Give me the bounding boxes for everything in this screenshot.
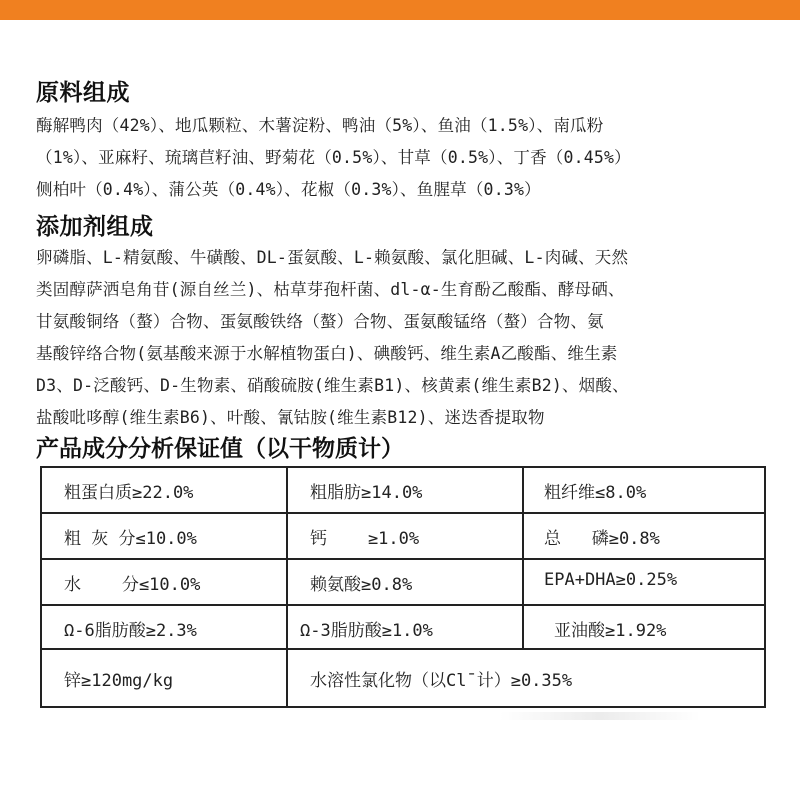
table-rule [42, 604, 764, 606]
analysis-title: 产品成分分析保证值（以干物质计） [36, 436, 404, 462]
table-cell: 赖氨酸≥0.8% [310, 575, 413, 595]
raw-materials-title: 原料组成 [36, 80, 130, 106]
table-cell: 粗脂肪≥14.0% [310, 483, 423, 503]
additives-line: 甘氨酸铜络（螯）合物、蛋氨酸铁络（螯）合物、蛋氨酸锰络（螯）合物、氨 [36, 312, 604, 331]
raw-materials-line: （1%）、亚麻籽、琉璃苣籽油、野菊花（0.5%）、甘草（0.5%）、丁香（0.45%） [36, 148, 631, 167]
additives-title: 添加剂组成 [36, 214, 154, 240]
table-cell: EPA+DHA≥0.25% [544, 570, 678, 590]
additives-line: 基酸锌络合物(氨基酸来源于水解植物蛋白)、碘酸钙、维生素A乙酸酯、维生素 [36, 344, 618, 363]
raw-materials-line: 侧柏叶（0.4%）、蒲公英（0.4%）、花椒（0.3%）、鱼腥草（0.3%） [36, 180, 541, 199]
table-cell: 粗 灰 分≤10.0% [64, 529, 197, 549]
table-cell: 亚油酸≥1.92% [554, 621, 667, 641]
table-rule [42, 648, 764, 650]
ingredient-sheet [20, 20, 780, 700]
table-cell: 钙 ≥1.0% [310, 529, 420, 549]
table-rule [42, 558, 764, 560]
table-cell: Ω-6脂肪酸≥2.3% [64, 621, 197, 641]
orange-top-band [0, 0, 800, 20]
table-col-rule [286, 468, 288, 648]
table-cell: Ω-3脂肪酸≥1.0% [300, 621, 433, 641]
table-cell: 粗纤维≤8.0% [544, 483, 647, 503]
additives-line: 类固醇萨洒皂角苷(源自丝兰)、枯草芽孢杆菌、dl-α-生育酚乙酸酯、酵母硒、 [36, 280, 625, 299]
analysis-table [40, 466, 766, 708]
table-col-rule [522, 468, 524, 648]
table-cell: 锌≥120mg/kg [64, 671, 174, 691]
additives-line: D3、D-泛酸钙、D-生物素、硝酸硫胺(维生素B1)、核黄素(维生素B2)、烟酸、 [36, 376, 629, 395]
table-cell: 粗蛋白质≥22.0% [64, 483, 194, 503]
additives-line: 卵磷脂、L-精氨酸、牛磺酸、DL-蛋氨酸、L-赖氨酸、氯化胆碱、L-肉碱、天然 [36, 248, 629, 267]
raw-materials-line: 酶解鸭肉（42%）、地瓜颗粒、木薯淀粉、鸭油（5%）、鱼油（1.5%）、南瓜粉 [36, 116, 604, 135]
table-cell: 水 分≤10.0% [64, 575, 201, 595]
table-rule [42, 512, 764, 514]
additives-line: 盐酸吡哆醇(维生素B6)、叶酸、氰钴胺(维生素B12)、迷迭香提取物 [36, 408, 545, 427]
faded-text-remnant [500, 712, 700, 720]
table-col-rule [286, 648, 288, 706]
table-cell: 总 磷≥0.8% [544, 529, 660, 549]
table-cell: 水溶性氯化物（以Cl¯计）≥0.35% [310, 671, 573, 691]
